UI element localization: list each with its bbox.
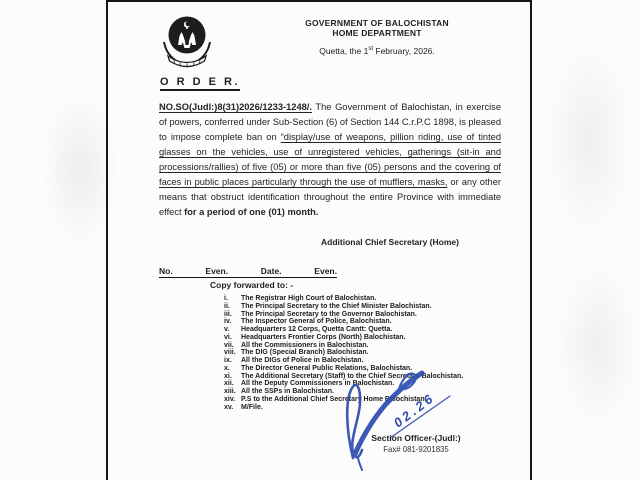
list-item: vii. All the Commissioners in Balochistan. xyxy=(224,341,369,349)
signature-ink xyxy=(328,358,492,472)
list-item: i. The Registrar High Court of Balochistan. xyxy=(224,295,377,302)
ref-col-date: Date. xyxy=(260,266,282,276)
scan-shading xyxy=(545,40,635,240)
body-text-2: or any other means that obstruct identification throughout the entire Province with immediate effect xyxy=(159,177,501,217)
list-item: iii. The Principal Secretary to the Governor Balochistan. xyxy=(224,310,417,318)
letterhead xyxy=(296,18,458,38)
page-right-edge xyxy=(530,0,532,480)
handwritten-date: 02.26 xyxy=(390,389,438,431)
signatory-title: Additional Chief Secretary (Home) xyxy=(321,237,459,247)
reference-row xyxy=(159,266,337,278)
list-item: viii. The DIG (Special Branch) Balochistan. xyxy=(224,349,369,357)
letterhead-line2: HOME DEPARTMENT xyxy=(332,28,422,38)
place-and-date xyxy=(296,46,458,56)
page-top-edge xyxy=(106,0,532,2)
ref-col-even1: Even. xyxy=(205,266,229,276)
list-item: ii. The Principal Secretary to the Chief Minister Balochistan. xyxy=(224,302,432,310)
ref-col-even2: Even. xyxy=(314,266,337,276)
fax-number: Fax# 081-9201835 xyxy=(383,445,449,454)
list-item: x. The Director General Public Relations, Balochistan. xyxy=(224,364,413,372)
page-left-edge xyxy=(106,0,108,480)
list-item: v. Headquarters 12 Corps, Quetta Cantt: Quetta. xyxy=(224,326,393,333)
order-heading: O R D E R. xyxy=(160,76,240,91)
list-item: ix. All the DIGs of Police in Balochistan. xyxy=(224,357,364,364)
list-item: xv. M/File. xyxy=(224,403,263,411)
balochistan-emblem-icon xyxy=(156,14,218,70)
scan-shading xyxy=(40,90,120,250)
list-item: xiv. P.S to the Additional Chief Secretary Home Balochistan. xyxy=(224,395,427,403)
date-ordinal-suffix: st xyxy=(368,46,374,53)
copy-forwarded-heading: Copy forwarded to: - xyxy=(210,280,294,290)
ref-col-no: No. xyxy=(159,266,173,276)
list-item: xi. The Additional Secretary (Staff) to the Chief Secretary Balochistan. xyxy=(224,372,464,380)
body-underlined-clause: “display/use of weapons, pillion riding, use of tinted glasses on the vehicles, use of unregistered vehicles, gatherings (sit-in and processions/rallies) of five (05) or more than five (05) persons and the covering of faces in public places particularly through the use of mufflers, masks, xyxy=(159,132,501,187)
list-item: vi. Headquarters Frontier Corps (North) Balochistan. xyxy=(224,333,406,341)
order-body-paragraph xyxy=(159,100,501,220)
list-item: iv. The Inspector General of Police, Balochistan. xyxy=(224,318,392,326)
reference-number: NO.SO(Judl:)8(31)2026/1233-1248/. xyxy=(159,102,312,112)
officer-designation: Section Officer-(Judl:) xyxy=(371,433,461,443)
body-text-1: The Government of Balochistan, in exercise of powers, conferred under Sub-Section (6) of Section 144 C.r.P.C 1898, is pleased to impose complete ban on xyxy=(159,102,501,142)
scan-shading xyxy=(555,260,640,430)
letterhead-line1: GOVERNMENT OF BALOCHISTAN xyxy=(305,18,449,28)
date-suffix: February, 2026. xyxy=(373,46,435,56)
list-item: xiii. All the SSPs in Balochistan. xyxy=(224,388,334,395)
list-item: xii. All the Deputy Commissioners in Balochistan. xyxy=(224,380,395,388)
date-prefix: Quetta, the 1 xyxy=(319,46,369,56)
body-bold-duration: for a period of one (01) month. xyxy=(184,207,319,217)
